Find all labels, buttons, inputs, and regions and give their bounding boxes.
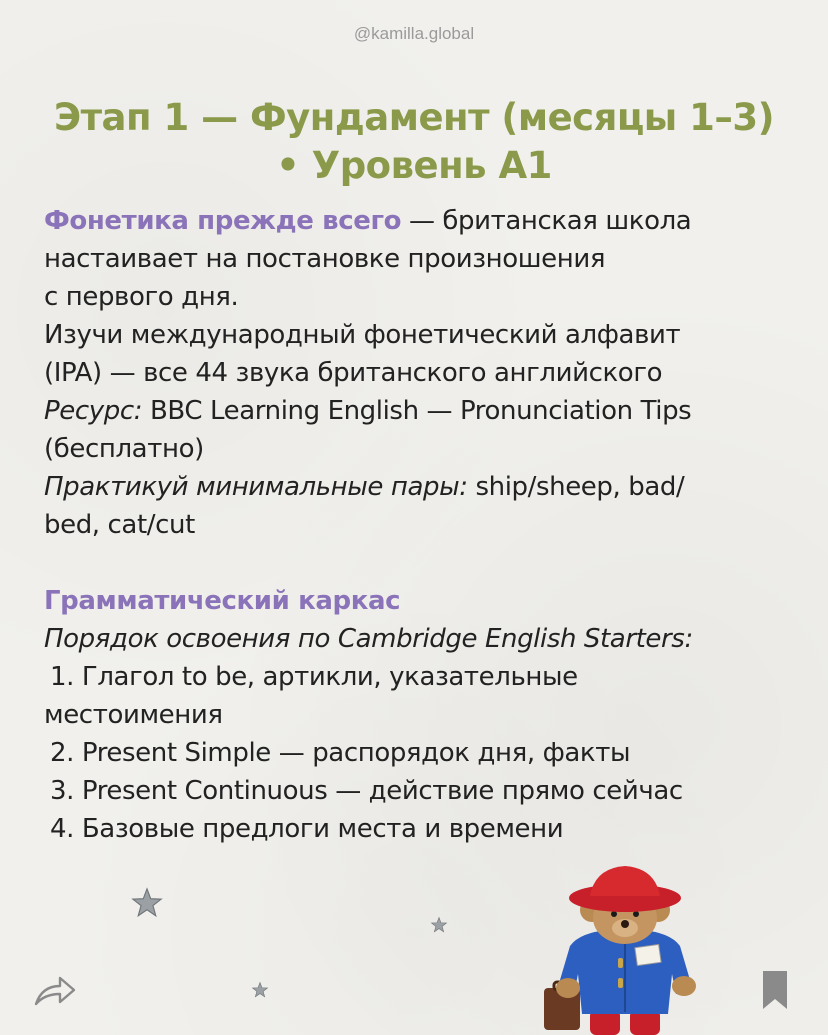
grammar-item-4: 4. Базовые предлоги места и времени <box>50 814 564 844</box>
title-line-2: • Уровень А1 <box>276 144 552 187</box>
phonetics-line-5: (IPA) — все 44 звука британского английского <box>44 358 663 388</box>
main-content <box>44 202 819 848</box>
pairs-continued: bed, cat/cut <box>44 510 195 540</box>
phonetics-line-2: настаивает на постановке произношения <box>44 244 606 274</box>
phonetics-line-4: Изучи международный фонетический алфавит <box>44 320 681 350</box>
resource-label: Ресурс: <box>44 396 143 426</box>
grammar-item-2: 2. Present Simple — распорядок дня, факты <box>50 738 631 768</box>
pairs-label: Практикуй минимальные пары: <box>44 472 468 502</box>
star-icon <box>130 886 164 920</box>
page-title <box>20 94 808 190</box>
grammar-item-1: 1. Глагол to be, артикли, указательные <box>50 662 578 692</box>
phonetics-intro <box>44 202 819 240</box>
phonetics-line-3: с первого дня. <box>44 282 239 312</box>
grammar-order: Порядок освоения по Cambridge English Starters: <box>44 624 693 654</box>
star-icon <box>430 916 448 934</box>
star-icon <box>251 981 269 999</box>
bookmark-icon[interactable] <box>760 968 790 1012</box>
grammar-heading: Грамматический каркас <box>44 586 401 616</box>
grammar-item-3: 3. Present Continuous — действие прямо сейчас <box>50 776 683 806</box>
title-line-1: Этап 1 — Фундамент (месяцы 1–3) <box>53 96 775 139</box>
resource-line <box>44 392 819 430</box>
share-icon[interactable] <box>30 970 80 1010</box>
resource-note: (бесплатно) <box>44 434 204 464</box>
bear-illustration <box>540 862 710 1035</box>
pairs-line <box>44 468 819 506</box>
account-handle: @kamilla.global <box>353 24 475 43</box>
phonetics-heading: Фонетика прежде всего <box>44 206 402 236</box>
pairs-text: ship/sheep, bad/ <box>467 472 685 502</box>
resource-text: BBC Learning English — Pronunciation Tips <box>142 396 692 426</box>
phonetics-intro-rest: — британская школа <box>401 206 692 236</box>
grammar-item-1-cont: местоимения <box>44 700 223 730</box>
